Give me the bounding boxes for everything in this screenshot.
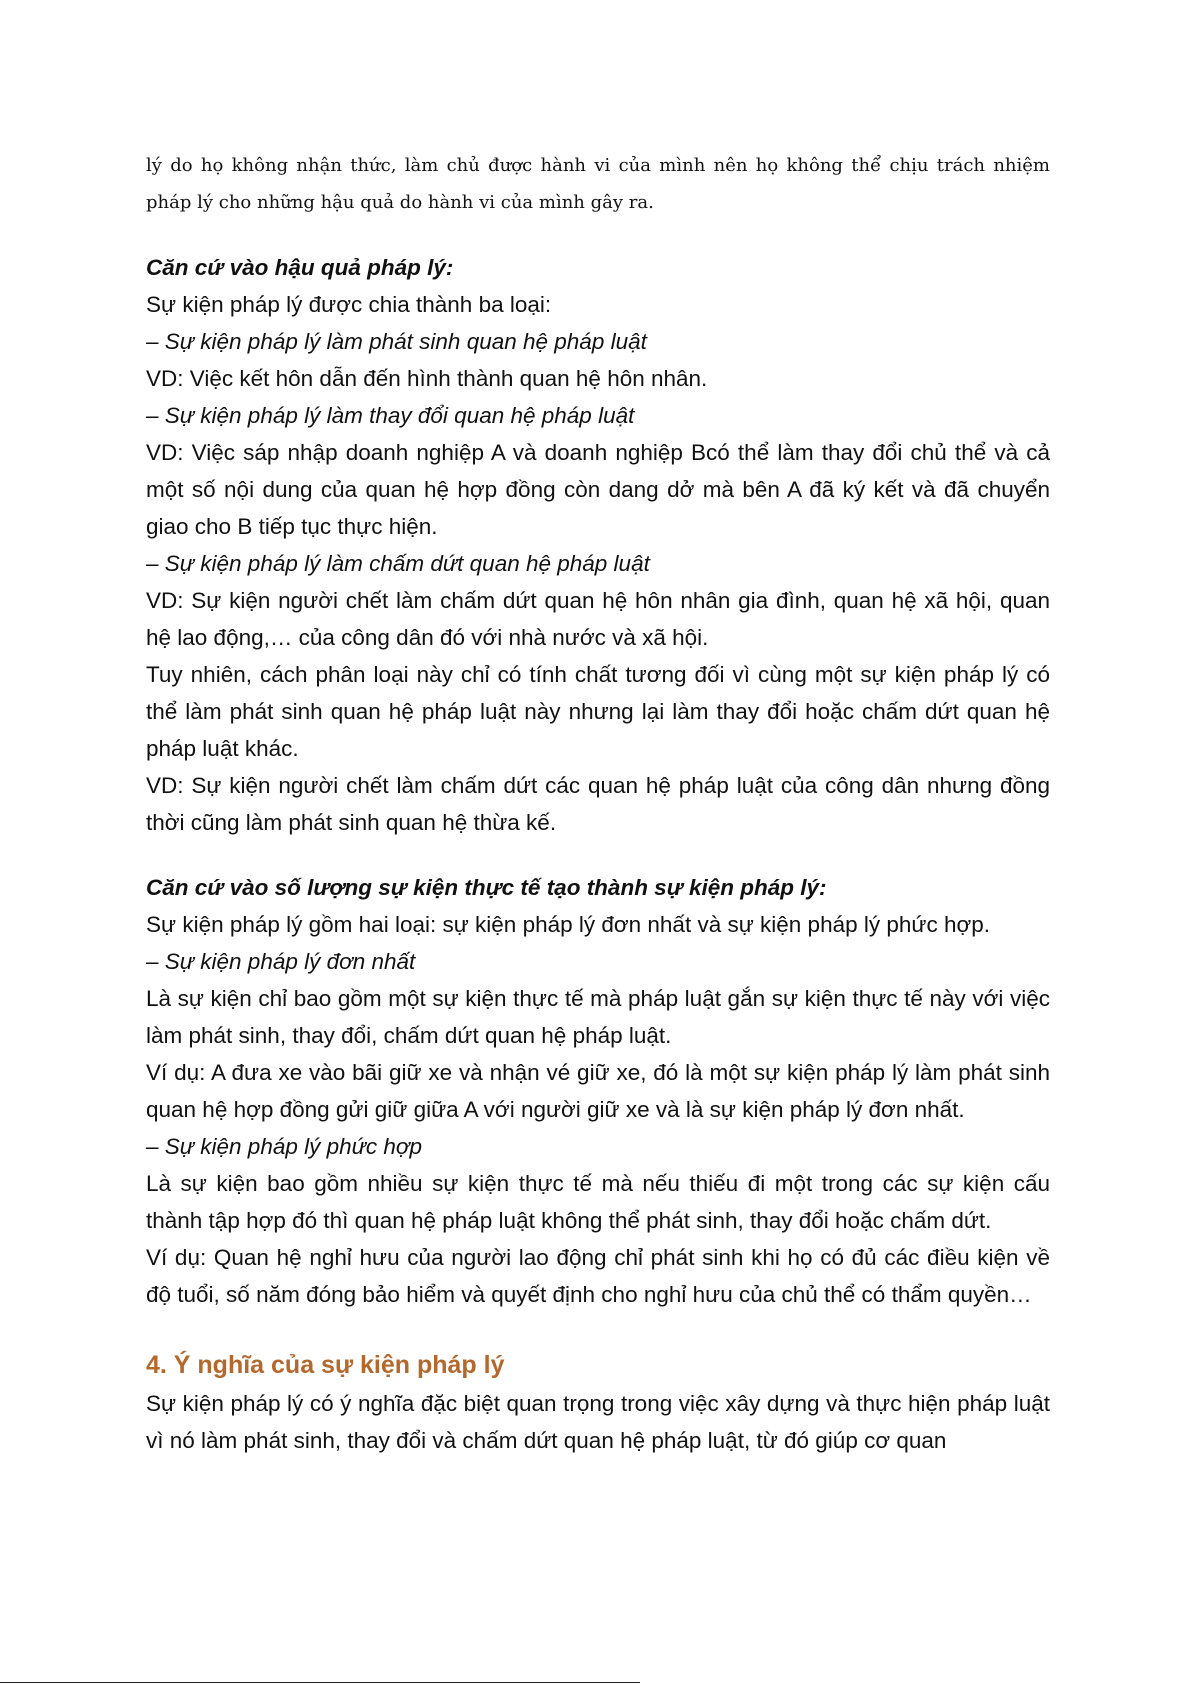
section-consequence	[146, 249, 1050, 841]
section-significance	[146, 1347, 1050, 1459]
intro-paragraph: lý do họ không nhận thức, làm chủ được hành vi của mình nên họ không thể chịu trách nhiệm pháp lý cho những hậu quả do hành vi của mình gây ra.	[146, 155, 1050, 213]
example-paragraph: Ví dụ: Quan hệ nghỉ hưu của người lao động chỉ phát sinh khi họ có đủ các điều kiện về độ tuổi, số năm đóng bảo hiểm và quyết định cho nghỉ hưu của chủ thể có thẩm quyền…	[146, 1245, 1050, 1307]
section-heading-quantity: Căn cứ vào số lượng sự kiện thực tế tạo thành sự kiện pháp lý:	[146, 875, 827, 900]
example-paragraph: Ví dụ: A đưa xe vào bãi giữ xe và nhận vé giữ xe, đó là một sự kiện pháp lý làm phát sinh quan hệ hợp đồng gửi giữ giữa A với người giữ xe và là sự kiện pháp lý đơn nhất.	[146, 1060, 1050, 1122]
example-paragraph: VD: Việc sáp nhập doanh nghiệp A và doanh nghiệp Bcó thể làm thay đổi chủ thể và cả một số nội dung của quan hệ hợp đồng còn dang dở mà bên A đã ký kết và đã chuyển giao cho B tiếp tục thực hiện.	[146, 440, 1050, 539]
section-quantity	[146, 869, 1050, 1313]
example-paragraph: VD: Việc kết hôn dẫn đến hình thành quan hệ hôn nhân.	[146, 366, 708, 391]
example-paragraph: VD: Sự kiện người chết làm chấm dứt quan hệ hôn nhân gia đình, quan hệ xã hội, quan hệ lao động,… của công dân đó với nhà nước và xã hội.	[146, 588, 1050, 650]
definition-paragraph: Là sự kiện bao gồm nhiều sự kiện thực tế mà nếu thiếu đi một trong các sự kiện cấu thành tập hợp đó thì quan hệ pháp luật không thể phát sinh, thay đổi hoặc chấm dứt.	[146, 1171, 1050, 1233]
section-heading-consequence: Căn cứ vào hậu quả pháp lý:	[146, 255, 454, 280]
example-paragraph: VD: Sự kiện người chết làm chấm dứt các quan hệ pháp luật của công dân nhưng đồng thời cũng làm phát sinh quan hệ thừa kế.	[146, 773, 1050, 835]
subheading-arise: – Sự kiện pháp lý làm phát sinh quan hệ pháp luật	[146, 329, 647, 354]
paragraph: Sự kiện pháp lý có ý nghĩa đặc biệt quan trọng trong việc xây dựng và thực hiện pháp luật vì nó làm phát sinh, thay đổi và chấm dứt quan hệ pháp luật, từ đó giúp cơ quan	[146, 1391, 1050, 1453]
paragraph: Sự kiện pháp lý gồm hai loại: sự kiện pháp lý đơn nhất và sự kiện pháp lý phức hợp.	[146, 912, 990, 937]
subheading-complex: – Sự kiện pháp lý phức hợp	[146, 1134, 423, 1159]
section-title: 4. Ý nghĩa của sự kiện pháp lý	[146, 1351, 505, 1379]
subheading-terminate: – Sự kiện pháp lý làm chấm dứt quan hệ pháp luật	[146, 551, 650, 576]
intro-block	[146, 147, 1050, 221]
paragraph: Sự kiện pháp lý được chia thành ba loại:	[146, 292, 552, 317]
definition-paragraph: Là sự kiện chỉ bao gồm một sự kiện thực tế mà pháp luật gắn sự kiện thực tế này với việc làm phát sinh, thay đổi, chấm dứt quan hệ pháp luật.	[146, 986, 1050, 1048]
note-paragraph: Tuy nhiên, cách phân loại này chỉ có tính chất tương đối vì cùng một sự kiện pháp lý có thể làm phát sinh quan hệ pháp luật này nhưng lại làm thay đổi hoặc chấm dứt quan hệ pháp luật khác.	[146, 662, 1050, 761]
subheading-change: – Sự kiện pháp lý làm thay đổi quan hệ pháp luật	[146, 403, 635, 428]
page-content	[146, 147, 1050, 1459]
subheading-simple: – Sự kiện pháp lý đơn nhất	[146, 949, 416, 974]
footer-divider	[0, 1682, 640, 1683]
